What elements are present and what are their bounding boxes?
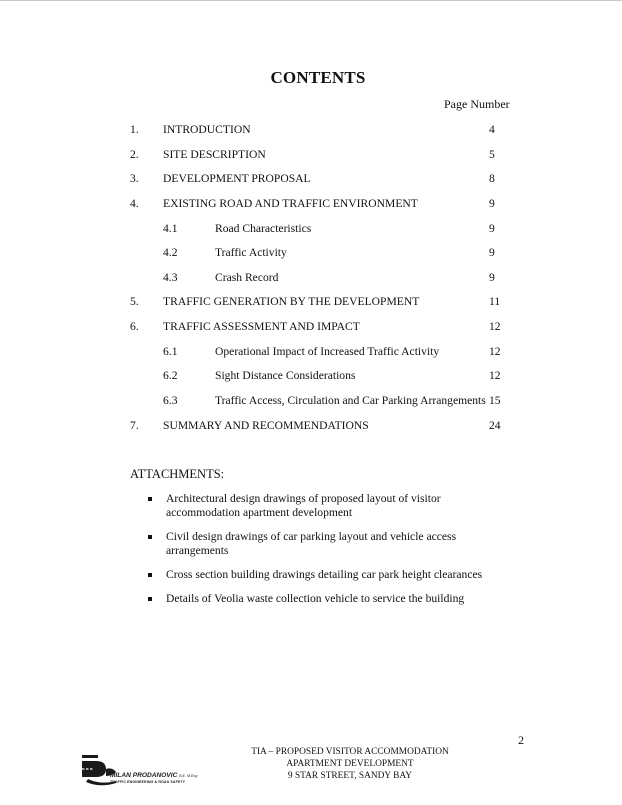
toc-label: TRAFFIC ASSESSMENT AND IMPACT <box>163 320 360 333</box>
toc-page: 4 <box>489 123 495 136</box>
top-border <box>0 0 622 1</box>
page-number-column-header: Page Number <box>444 97 510 111</box>
bullet-icon <box>148 535 152 539</box>
toc-entry-existing-road[interactable] <box>0 197 622 213</box>
attachment-text: Architectural design drawings of proposed layout of visitor accommodation apartment development <box>166 492 441 519</box>
bullet-icon <box>148 597 152 601</box>
toc-page: 9 <box>489 246 495 259</box>
toc-entry-site-description[interactable] <box>0 148 622 164</box>
toc-page: 11 <box>489 295 501 308</box>
toc-page: 12 <box>489 369 501 382</box>
toc-entry-sight-distance[interactable] <box>0 369 622 385</box>
toc-entry-traffic-access[interactable] <box>0 394 622 410</box>
toc-page: 12 <box>489 345 501 358</box>
toc-label: TRAFFIC GENERATION BY THE DEVELOPMENT <box>163 295 420 308</box>
toc-label: Traffic Activity <box>215 246 287 259</box>
footer-line-3: 9 STAR STREET, SANDY BAY <box>287 771 413 781</box>
toc-number: 5. <box>130 295 139 308</box>
toc-page: 5 <box>489 148 495 161</box>
toc-entry-development-proposal[interactable] <box>0 172 622 188</box>
toc-label: EXISTING ROAD AND TRAFFIC ENVIRONMENT <box>163 197 418 210</box>
attachment-text: Civil design drawings of car parking layout and vehicle access arrangements <box>166 530 457 557</box>
logo-company-name: MILAN PRODANOVIC B.E. M.Eng <box>110 772 198 779</box>
toc-entry-operational-impact[interactable] <box>0 345 622 361</box>
toc-number: 2. <box>130 148 139 161</box>
toc-entry-traffic-generation[interactable] <box>0 295 622 311</box>
toc-label: Road Characteristics <box>215 222 312 235</box>
toc-page: 24 <box>489 419 501 432</box>
attachment-item <box>148 530 488 557</box>
toc-label: Operational Impact of Increased Traffic Activity <box>215 345 440 358</box>
toc-entry-introduction[interactable] <box>0 123 622 139</box>
page-number: 2 <box>518 733 524 747</box>
toc-entry-traffic-assessment[interactable] <box>0 320 622 336</box>
toc-label: Crash Record <box>215 271 279 284</box>
toc-label: SUMMARY AND RECOMMENDATIONS <box>163 419 369 432</box>
toc-number: 1. <box>130 123 139 136</box>
toc-page: 9 <box>489 271 495 284</box>
toc-number: 7. <box>130 419 139 432</box>
toc-page: 15 <box>489 394 501 407</box>
attachments-heading: ATTACHMENTS: <box>130 467 225 481</box>
footer-line-2: APARTMENT DEVELOPMENT <box>286 759 414 769</box>
bullet-icon <box>148 573 152 577</box>
attachment-item <box>148 492 488 519</box>
bullet-icon <box>148 497 152 501</box>
logo-tagline: TRAFFIC ENGINEERING & ROAD SAFETY <box>110 780 186 784</box>
toc-label: INTRODUCTION <box>163 123 251 136</box>
toc-page: 9 <box>489 222 495 235</box>
toc-label: Traffic Access, Circulation and Car Parking Arrangements <box>215 394 486 407</box>
toc-number: 4.1 <box>163 222 178 235</box>
toc-label: DEVELOPMENT PROPOSAL <box>163 172 311 185</box>
toc-entry-traffic-activity[interactable] <box>0 246 622 262</box>
toc-number: 3. <box>130 172 139 185</box>
toc-entry-road-characteristics[interactable] <box>0 222 622 238</box>
attachment-item <box>148 568 488 582</box>
page-title: CONTENTS <box>270 68 366 87</box>
toc-number: 4.3 <box>163 271 178 284</box>
attachment-text: Cross section building drawings detailing car park height clearances <box>166 568 483 581</box>
company-logo <box>82 755 202 791</box>
toc-number: 4.2 <box>163 246 178 259</box>
toc-number: 6. <box>130 320 139 333</box>
toc-number: 6.3 <box>163 394 178 407</box>
toc-page: 8 <box>489 172 495 185</box>
toc-number: 6.1 <box>163 345 178 358</box>
toc-label: SITE DESCRIPTION <box>163 148 266 161</box>
toc-number: 4. <box>130 197 139 210</box>
toc-label: Sight Distance Considerations <box>215 369 356 382</box>
toc-number: 6.2 <box>163 369 178 382</box>
toc-entry-summary[interactable] <box>0 419 622 435</box>
attachment-item <box>148 592 488 606</box>
footer-line-1: TIA – PROPOSED VISITOR ACCOMMODATION <box>251 747 449 757</box>
toc-page: 12 <box>489 320 501 333</box>
toc-page: 9 <box>489 197 495 210</box>
toc-entry-crash-record[interactable] <box>0 271 622 287</box>
attachment-text: Details of Veolia waste collection vehicle to service the building <box>166 592 465 605</box>
